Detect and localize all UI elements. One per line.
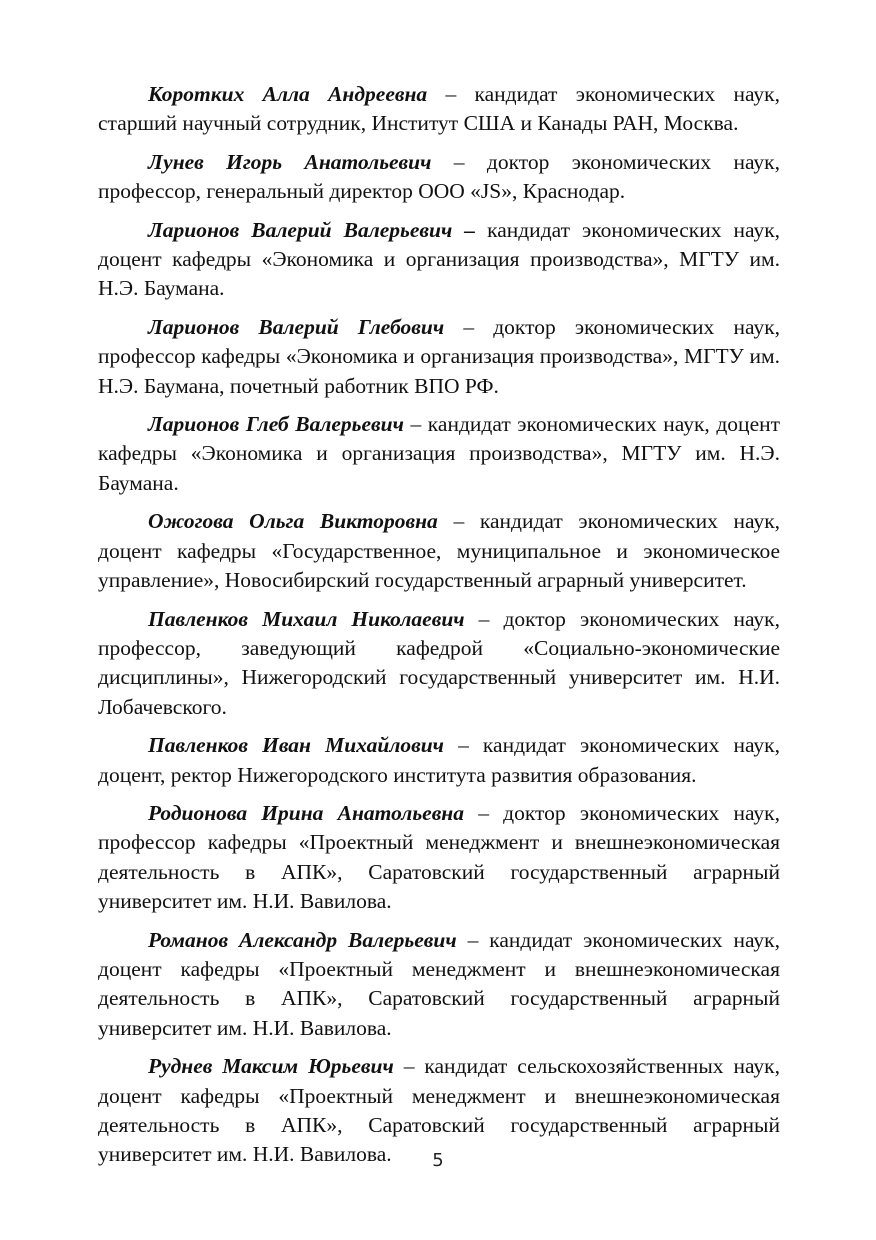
author-description: – кандидат экономических наук, доцент кафедры «Экономика и организация производства», МГТУ им. Н.Э. Баумана. <box>98 412 781 495</box>
author-description: – кандидат сельскохозяйственных наук, доцент кафедры «Проектный менеджмент и внешнеэкономическая деятельность в АПК», Саратовский государственный аграрный университет им. Н.И. Вавилова. <box>98 1054 780 1167</box>
author-entry <box>98 507 780 595</box>
author-entry <box>98 216 780 304</box>
author-name: Ларионов Глеб Валерьевич <box>148 412 404 437</box>
author-description: – доктор экономических наук, профессор кафедры «Проектный менеджмент и внешнеэкономическая деятельность в АПК», Саратовский государственный аграрный университет им. Н.И. Вавилова. <box>98 800 781 914</box>
author-name: Родионова Ирина Анатольевна <box>148 800 464 825</box>
author-description: кандидат экономических наук, доцент кафедры «Экономика и организация производства», МГТУ им. Н.Э. Баумана. <box>98 217 781 301</box>
author-entry <box>98 605 780 723</box>
author-description: – кандидат экономических наук, доцент, ректор Нижегородского института развития образования. <box>98 733 781 787</box>
author-entry <box>98 313 780 401</box>
author-list <box>98 80 780 1179</box>
author-name: Ожогова Ольга Викторовна <box>148 509 438 534</box>
author-entry <box>98 731 780 790</box>
author-entry <box>98 410 780 498</box>
author-name: Лунев Игорь Анатольевич <box>148 149 432 174</box>
author-description: – доктор экономических наук, профессор, генеральный директор ООО «JS», Краснодар. <box>98 149 781 204</box>
author-description: – кандидат экономических наук, старший научный сотрудник, Институт США и Канады РАН, Москва. <box>98 82 780 136</box>
author-entry <box>98 80 780 139</box>
author-name: Ларионов Валерий Валерьевич – <box>148 217 476 242</box>
author-name: Руднев Максим Юрьевич <box>148 1054 394 1079</box>
author-description: – кандидат экономических наук, доцент кафедры «Государственное, муниципальное и экономическое управление», Новосибирский государственный аграрный университет. <box>98 509 781 593</box>
author-description: – доктор экономических наук, профессор кафедры «Экономика и организация производства», МГТУ им. Н.Э. Баумана, почетный работник ВПО РФ. <box>98 314 781 398</box>
author-description: – доктор экономических наук, профессор, заведующий кафедрой «Социально-экономические дисциплины», Нижегородский государственный университет им. Н.И. Лобачевского. <box>98 606 780 719</box>
page-number: 5 <box>432 1150 444 1171</box>
author-entry <box>98 926 780 1044</box>
author-name: Павленков Михаил Николаевич <box>148 606 465 631</box>
author-description: – кандидат экономических наук, доцент кафедры «Проектный менеджмент и внешнеэкономическая деятельность в АПК», Саратовский государственный аграрный университет им. Н.И. Вавилова. <box>98 927 781 1040</box>
author-entry <box>98 799 780 917</box>
author-name: Павленков Иван Михайлович <box>148 733 444 758</box>
author-entry <box>98 148 780 207</box>
author-name: Коротких Алла Андреевна <box>148 82 428 106</box>
author-name: Романов Александр Валерьевич <box>148 927 457 952</box>
author-name: Ларионов Валерий Глебович <box>148 314 445 339</box>
